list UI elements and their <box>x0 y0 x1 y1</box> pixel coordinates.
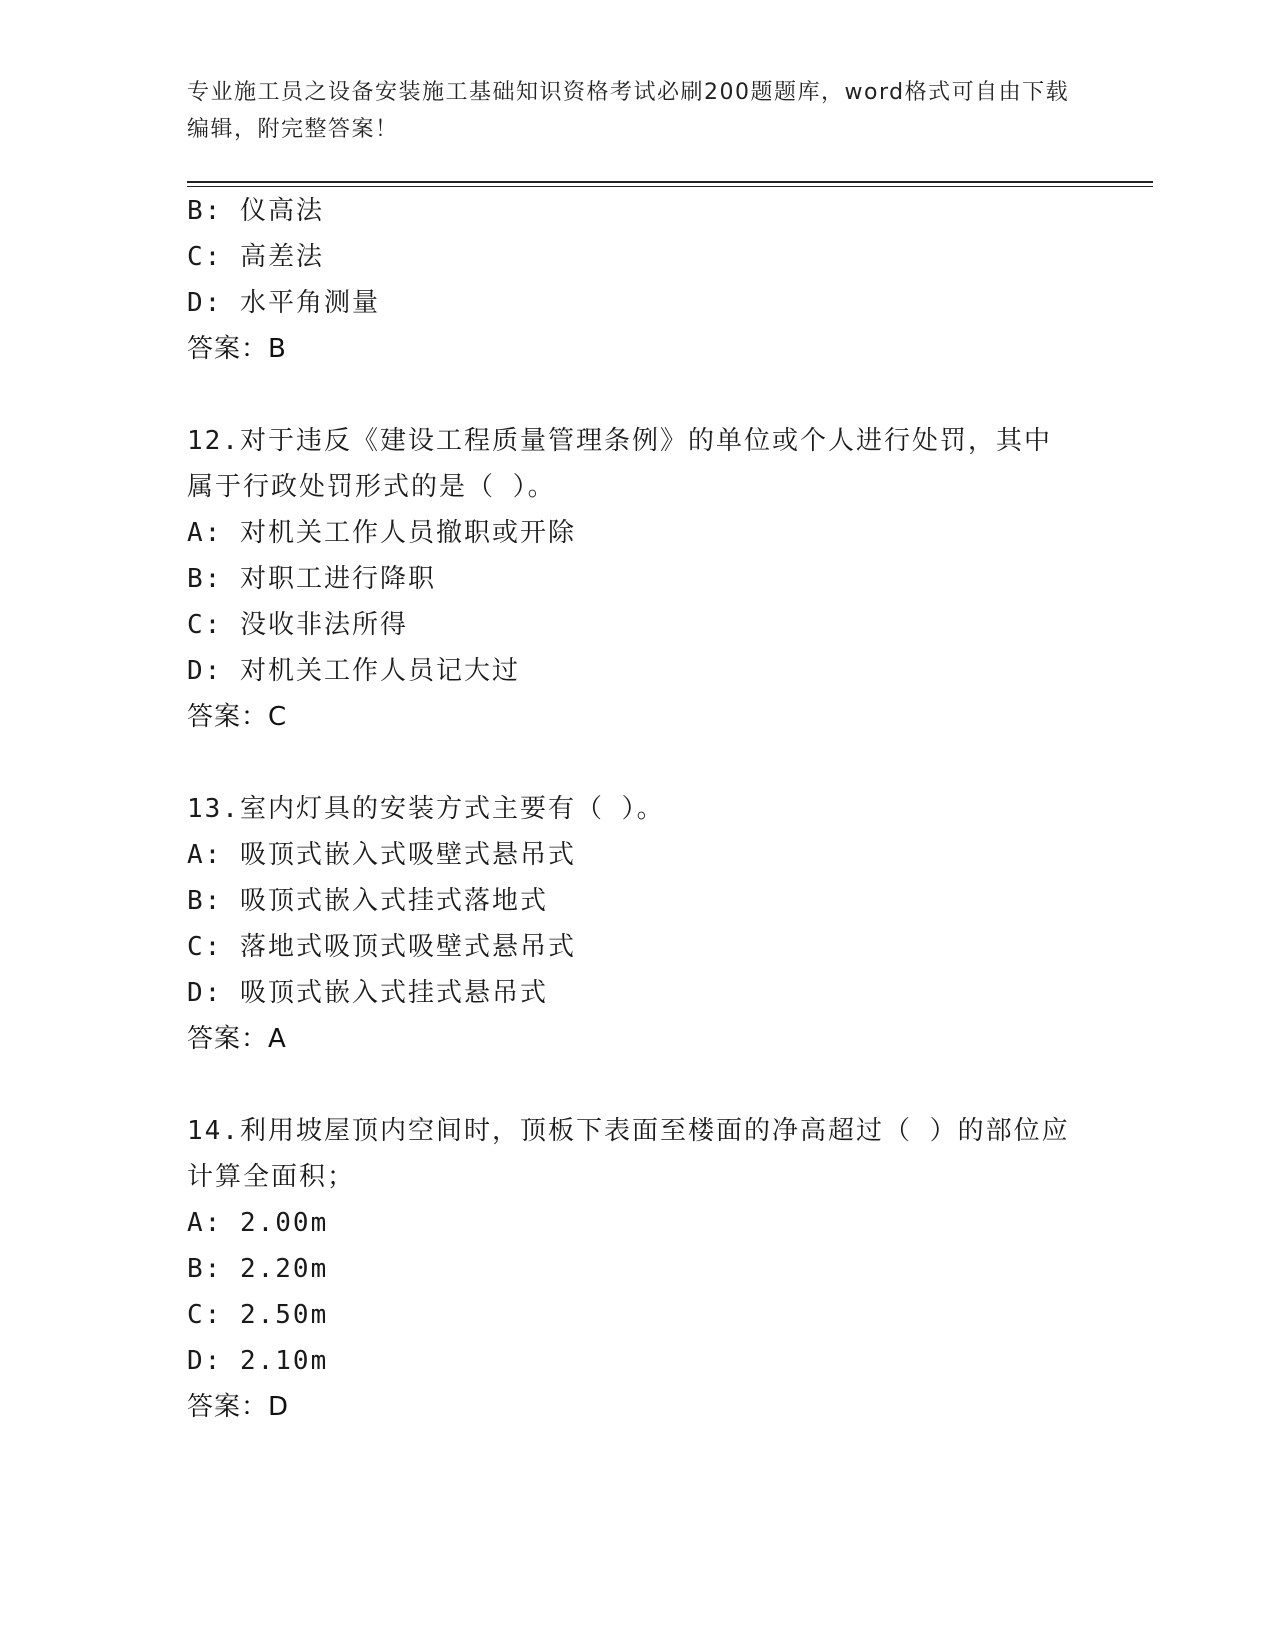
option-c: C: 没收非法所得 <box>187 610 408 640</box>
option-c: C: 落地式吸顶式吸壁式悬吊式 <box>187 932 576 962</box>
answer-line: 答案：A <box>187 1024 287 1054</box>
option-d: D: 对机关工作人员记大过 <box>187 656 520 686</box>
option-c: C: 2.50m <box>187 1300 329 1330</box>
spacer <box>187 1062 1087 1108</box>
option-b: B: 吸顶式嵌入式挂式落地式 <box>187 886 548 916</box>
option-d: D: 吸顶式嵌入式挂式悬吊式 <box>187 978 548 1008</box>
question-list <box>187 188 1087 1430</box>
option-c: C: 高差法 <box>187 242 324 272</box>
spacer <box>187 372 1087 418</box>
option-a: A: 吸顶式嵌入式吸壁式悬吊式 <box>187 840 576 870</box>
header-divider-thin <box>187 186 1153 187</box>
answer-line: 答案：B <box>187 334 287 364</box>
answer-line: 答案：C <box>187 702 288 732</box>
document-header <box>187 74 1087 148</box>
question-11-continued <box>187 188 1087 372</box>
question-14 <box>187 1108 1087 1430</box>
question-stem: 14.利用坡屋顶内空间时，顶板下表面至楼面的净高超过（ ）的部位应计算全面积； <box>187 1116 1070 1192</box>
answer-line: 答案：D <box>187 1392 290 1422</box>
question-stem: 13.室内灯具的安装方式主要有（ ）。 <box>187 794 665 824</box>
option-b: B: 2.20m <box>187 1254 329 1284</box>
header-divider-thick <box>187 181 1153 183</box>
option-a: A: 2.00m <box>187 1208 329 1238</box>
option-a: A: 对机关工作人员撤职或开除 <box>187 518 576 548</box>
option-b: B: 仪高法 <box>187 196 324 226</box>
document-title: 专业施工员之设备安装施工基础知识资格考试必刷200题题库，word格式可自由下载编辑，附完整答案！ <box>187 80 1070 142</box>
question-13 <box>187 786 1087 1062</box>
question-stem: 12.对于违反《建设工程质量管理条例》的单位或个人进行处罚，其中属于行政处罚形式的是（ ）。 <box>187 426 1052 502</box>
option-b: B: 对职工进行降职 <box>187 564 436 594</box>
option-d: D: 2.10m <box>187 1346 329 1376</box>
question-12 <box>187 418 1087 740</box>
spacer <box>187 740 1087 786</box>
option-d: D: 水平角测量 <box>187 288 380 318</box>
